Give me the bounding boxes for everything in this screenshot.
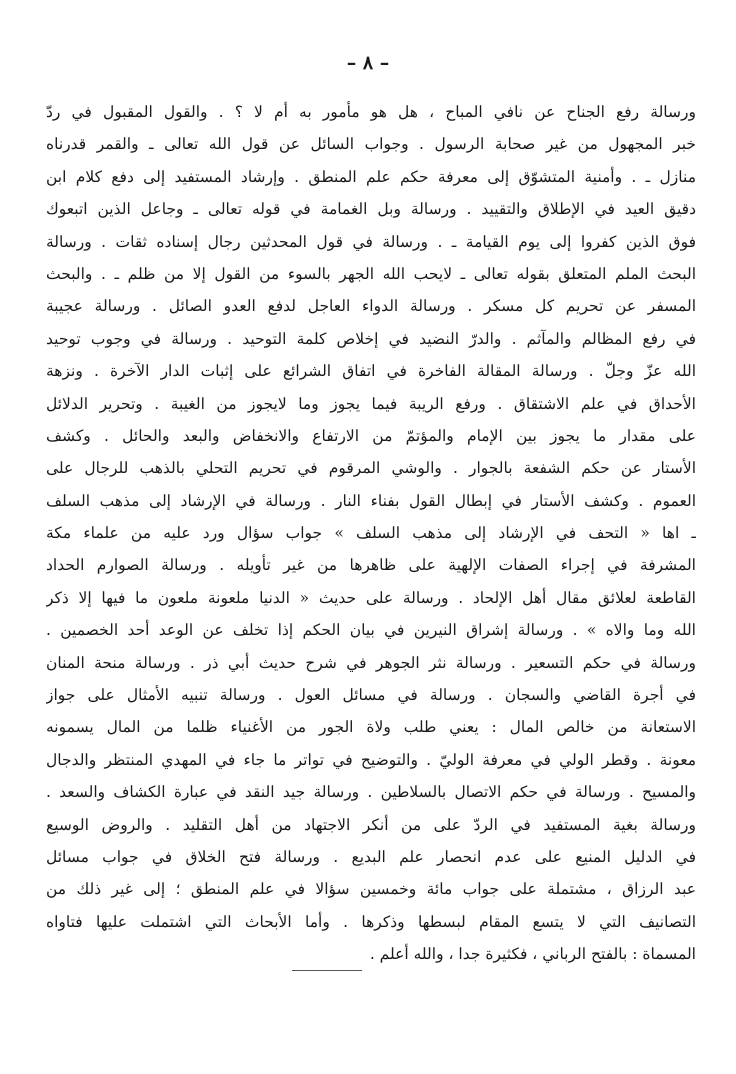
text-line: المسفر عن تحريم كل مسكر . ورسالة الدواء العاجل لدفع العدو الصائل . ورسالة عجيبة (46, 297, 696, 316)
text-line: الله عزّ وجلّ . ورسالة المقالة الفاخرة في اتفاق الشرائع على إثبات الدار الآخرة . ونزهة (46, 362, 696, 381)
text-line: التصانيف التي لا يتسع المقام لبسطها وذكرها . وأما الأبحاث التي اشتملت عليها فتاواه (46, 912, 696, 931)
text-line: الأحداق في علم الاشتقاق . ورفع الريبة فيما يجوز وما لايجوز من الغيبة . وتحرير الدلائل (46, 394, 696, 413)
end-divider (292, 970, 362, 971)
text-line: في الدليل المنيع على عدم انحصار علم البديع . ورسالة فتح الخلاق في جواب مسائل (46, 847, 696, 866)
body-text (46, 96, 696, 971)
text-line: العموم . وكشف الأستار في إبطال القول بفناء النار . ورسالة في الإرشاد إلى مذهب السلف (46, 491, 696, 510)
text-line: عبد الرزاق ، مشتملة على جواب مائة وخمسين سؤالا في علم المنطق ؛ إلى غير ذلك من (46, 880, 696, 899)
text-line: ورسالة بغية المستفيد في الردّ على من أنكر الاجتهاد من أهل التقليد . والروض الوسيع (46, 815, 696, 834)
text-line: معونة . وقطر الولي في معرفة الوليّ . والتوضيح في تواتر ما جاء في المهدي المنتظر والدجال (46, 750, 696, 769)
text-line: منازل ـ . وأمنية المتشوّق إلى معرفة حكم علم المنطق . وإرشاد المستفيد إلى دفع كلام ابن (46, 167, 696, 186)
text-line: على مقدار ما يجوز بين الإمام والمؤتمّ من الارتفاع والانخفاض والبعد والحائل . وكشف (46, 426, 696, 445)
text-line: الاستعانة من خالص المال : يعني طلب ولاة الجور من الأغنياء ظلما من المال يسمونه (46, 718, 696, 737)
text-line: الأستار عن حكم الشفعة بالجوار . والوشي المرقوم في تحريم التحلي بالذهب للرجال على (46, 459, 696, 478)
text-line: المشرفة في إجراء الصفات الإلهية على ظاهرها من غير تأويله . ورسالة الصوارم الحداد (46, 556, 696, 575)
text-line: دقيق العيد في الإطلاق والتقييد . ورسالة وبل الغمامة في قوله تعالى ـ وجاعل الذين اتبعوك (46, 200, 696, 219)
text-line: الله وما والاه » . ورسالة إشراق النيرين في بيان الحكم إذا تخلف عن الوعد أحد الخصمين . (46, 621, 696, 640)
text-line: القاطعة لعلائق مقال أهل الإلحاد . ورسالة على حديث « الدنيا ملعونة ملعون ما فيها إلا ذكر (46, 588, 696, 607)
page-number: – ٨ – (346, 52, 390, 74)
text-line: ورسالة رفع الجناح عن نافي المباح ، هل هو مأمور به أم لا ؟ . والقول المقبول في ردّ (46, 103, 696, 121)
text-line: والمسيح . ورسالة في حكم الاتصال بالسلاطين . ورسالة جيد النقد في عبارة الكشاف والسعد . (46, 783, 696, 802)
text-line: البحث الملم المتعلق بقوله تعالى ـ لايحب الله الجهر بالسوء من القول إلا من ظلم ـ . والبحث (46, 264, 696, 283)
text-line: فوق الذين كفروا إلى يوم القيامة ـ . ورسالة في قول المحدثين رجال إسناده ثقات . ورسالة (46, 232, 696, 251)
text-line: خبر المجهول من غير صحابة الرسول . وجواب السائل عن قول الله تعالى ـ والقمر قدرناه (46, 135, 696, 154)
text-line: ـ اها « التحف في الإرشاد إلى مذهب السلف » جواب سؤال ورد عليه من علماء مكة (46, 524, 696, 543)
text-line: ورسالة في حكم التسعير . ورسالة نثر الجوهر في شرح حديث أبي ذر . ورسالة منحة المنان (46, 653, 696, 672)
text-line: في رفع المظالم والمآثم . والدرّ النضيد في إخلاص كلمة التوحيد . ورسالة في وجوب توحيد (46, 329, 696, 348)
text-line: في أجرة القاضي والسجان . ورسالة في مسائل العول . ورسالة تنبيه الأمثال على جواز (46, 686, 696, 705)
text-line-last: المسماة : بالفتح الرباني ، فكثيرة جدا ، والله أعلم . (369, 945, 696, 964)
